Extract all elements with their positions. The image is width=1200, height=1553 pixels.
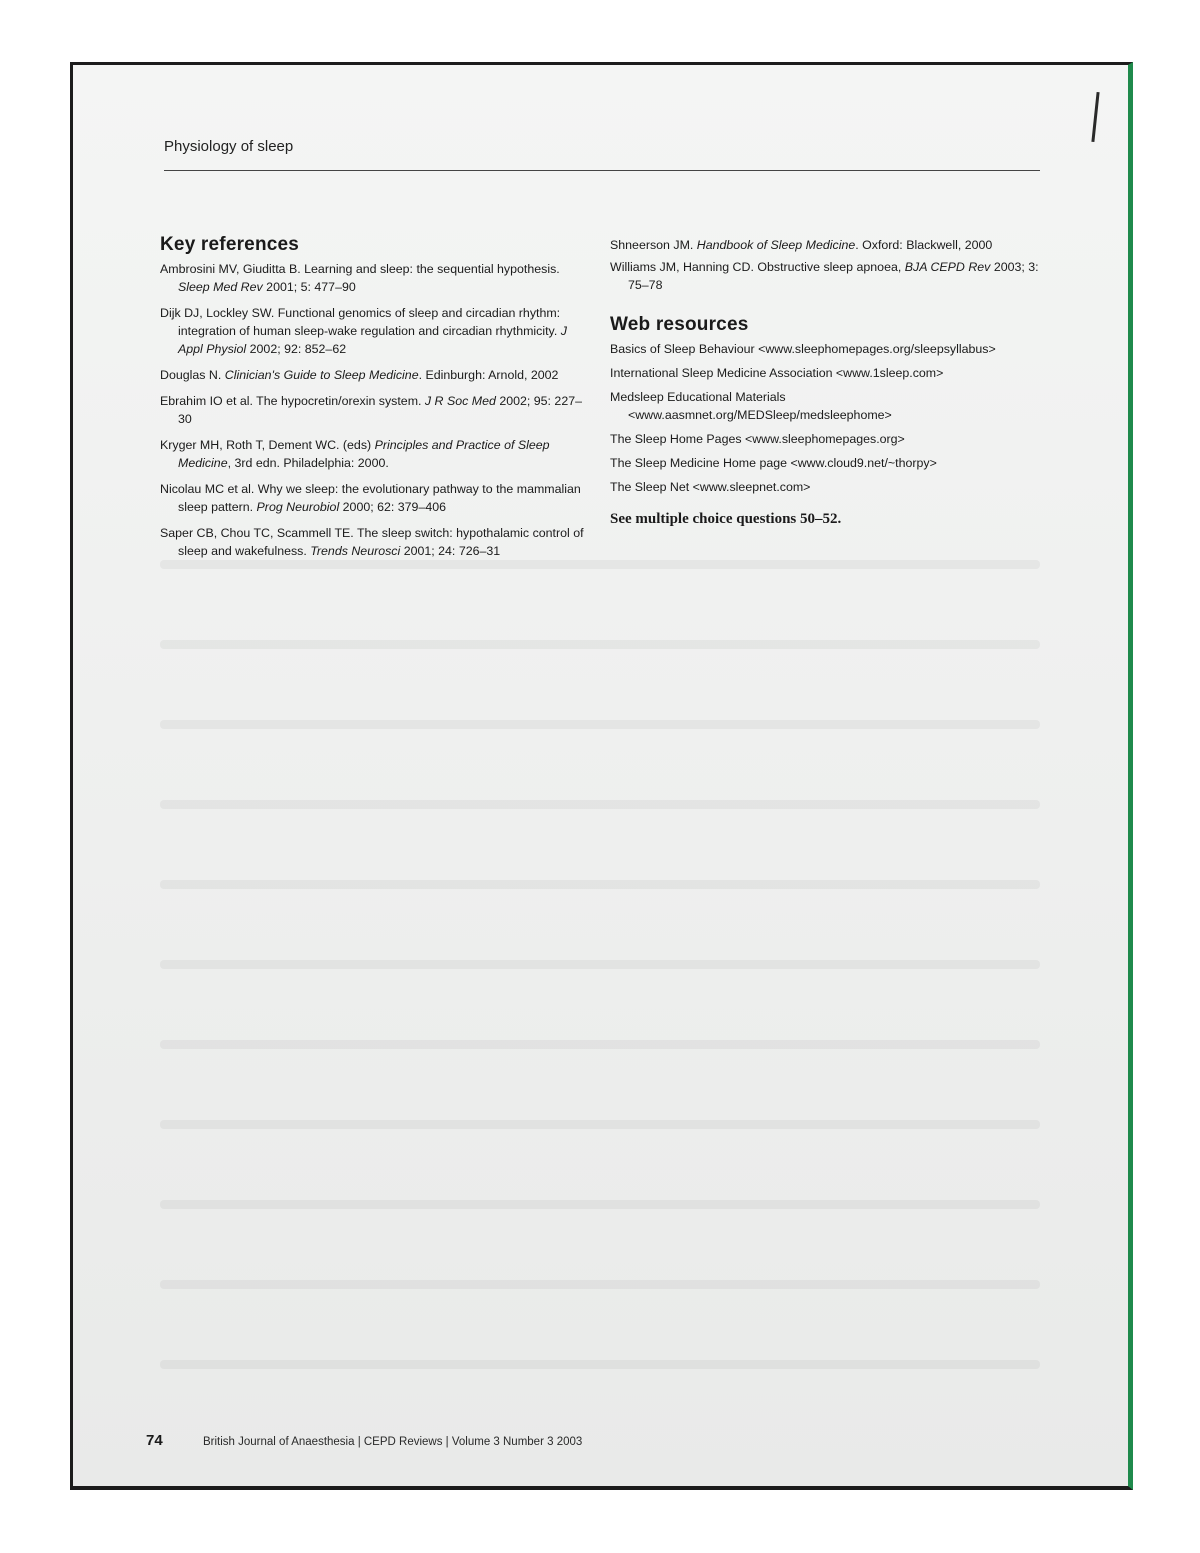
reference-item xyxy=(610,258,1042,294)
reference-details: 2000; 62: 379–406 xyxy=(342,500,447,514)
reference-item xyxy=(160,436,592,472)
left-column xyxy=(160,236,592,568)
key-references-title: Key references xyxy=(160,234,300,255)
reference-journal: Handbook of Sleep Medicine xyxy=(696,238,856,252)
reference-details: 2001; 5: 477–90 xyxy=(266,280,356,294)
reference-journal: Principles and Practice of Sleep Medicine xyxy=(178,438,550,470)
web-resource-item: Basics of Sleep Behaviour <www.sleephomepages.org/sleepsyllabus> xyxy=(610,342,996,356)
reference-details: . Edinburgh: Arnold, 2002 xyxy=(418,368,559,382)
bleed-through xyxy=(160,720,1040,729)
reference-details: 2002; 92: 852–62 xyxy=(249,342,347,356)
reference-item xyxy=(160,304,592,358)
reference-authors: Williams JM, Hanning CD. Obstructive sleep apnoea, xyxy=(610,260,902,274)
reference-journal: Prog Neurobiol xyxy=(256,500,340,514)
reference-authors: Saper CB, Chou TC, Scammell TE. The sleep switch: hypothalamic control of sleep and wakefulness. xyxy=(160,526,584,558)
web-resource-item: The Sleep Net <www.sleepnet.com> xyxy=(610,480,811,494)
running-head: Physiology of sleep xyxy=(164,138,294,155)
reference-journal: BJA CEPD Rev xyxy=(904,260,991,274)
web-resource-item: Medsleep Educational Materials <www.aasmnet.org/MEDSleep/medsleephome> xyxy=(610,390,892,422)
page-number: 74 xyxy=(146,1432,163,1449)
bleed-through xyxy=(160,1040,1040,1049)
web-resource-item: The Sleep Home Pages <www.sleephomepages.org> xyxy=(610,432,905,446)
reference-item xyxy=(160,366,592,384)
reference-authors: Ebrahim IO et al. The hypocretin/orexin system. xyxy=(160,394,422,408)
bleed-through xyxy=(160,800,1040,809)
reference-item xyxy=(160,524,592,560)
bleed-through xyxy=(160,960,1040,969)
reference-details: 2002; 95: 227–30 xyxy=(178,394,582,426)
web-resources-title: Web resources xyxy=(610,314,749,335)
reference-authors: Nicolau MC et al. Why we sleep: the evolutionary pathway to the mammalian sleep pattern. xyxy=(160,482,581,514)
footer-journal: British Journal of Anaesthesia | CEPD Reviews | Volume 3 Number 3 2003 xyxy=(203,1436,583,1448)
reference-authors: Dijk DJ, Lockley SW. Functional genomics of sleep and circadian rhythm: integration of human sleep-wake regulation and circadian rhythmicity. xyxy=(160,306,561,338)
header-rule xyxy=(164,170,1040,171)
reference-authors: Ambrosini MV, Giuditta B. Learning and sleep: the sequential hypothesis. xyxy=(160,262,560,276)
reference-details: , 3rd edn. Philadelphia: 2000. xyxy=(227,456,389,470)
reference-authors: Kryger MH, Roth T, Dement WC. (eds) xyxy=(160,438,372,452)
mcq-note: See multiple choice questions 50–52. xyxy=(610,511,842,527)
reference-details: 2001; 24: 726–31 xyxy=(403,544,501,558)
reference-item xyxy=(160,392,592,428)
reference-journal: J R Soc Med xyxy=(424,394,496,408)
bleed-through xyxy=(160,880,1040,889)
bleed-through xyxy=(160,1200,1040,1209)
reference-journal: Trends Neurosci xyxy=(310,544,401,558)
reference-item xyxy=(610,236,1042,254)
reference-item xyxy=(160,480,592,516)
more-references-list xyxy=(610,236,1042,294)
bleed-through xyxy=(160,1280,1040,1289)
web-resource-item: International Sleep Medicine Association <www.1sleep.com> xyxy=(610,366,944,380)
reference-details: 2003; 3: 75–78 xyxy=(628,260,1039,292)
reference-authors: Douglas N. xyxy=(160,368,222,382)
bleed-through xyxy=(160,1360,1040,1369)
web-resources-list xyxy=(610,340,1042,496)
reference-details: . Oxford: Blackwell, 2000 xyxy=(855,238,993,252)
web-resource-item: The Sleep Medicine Home page <www.cloud9.net/~thorpy> xyxy=(610,456,937,470)
key-references-list xyxy=(160,260,592,560)
bleed-through xyxy=(160,640,1040,649)
reference-journal: J Appl Physiol xyxy=(178,324,567,356)
reference-authors: Shneerson JM. xyxy=(610,238,694,252)
right-column xyxy=(610,236,1042,528)
reference-item xyxy=(160,260,592,296)
reference-journal: Clinician's Guide to Sleep Medicine xyxy=(224,368,419,382)
reference-journal: Sleep Med Rev xyxy=(178,280,263,294)
bleed-through xyxy=(160,1120,1040,1129)
